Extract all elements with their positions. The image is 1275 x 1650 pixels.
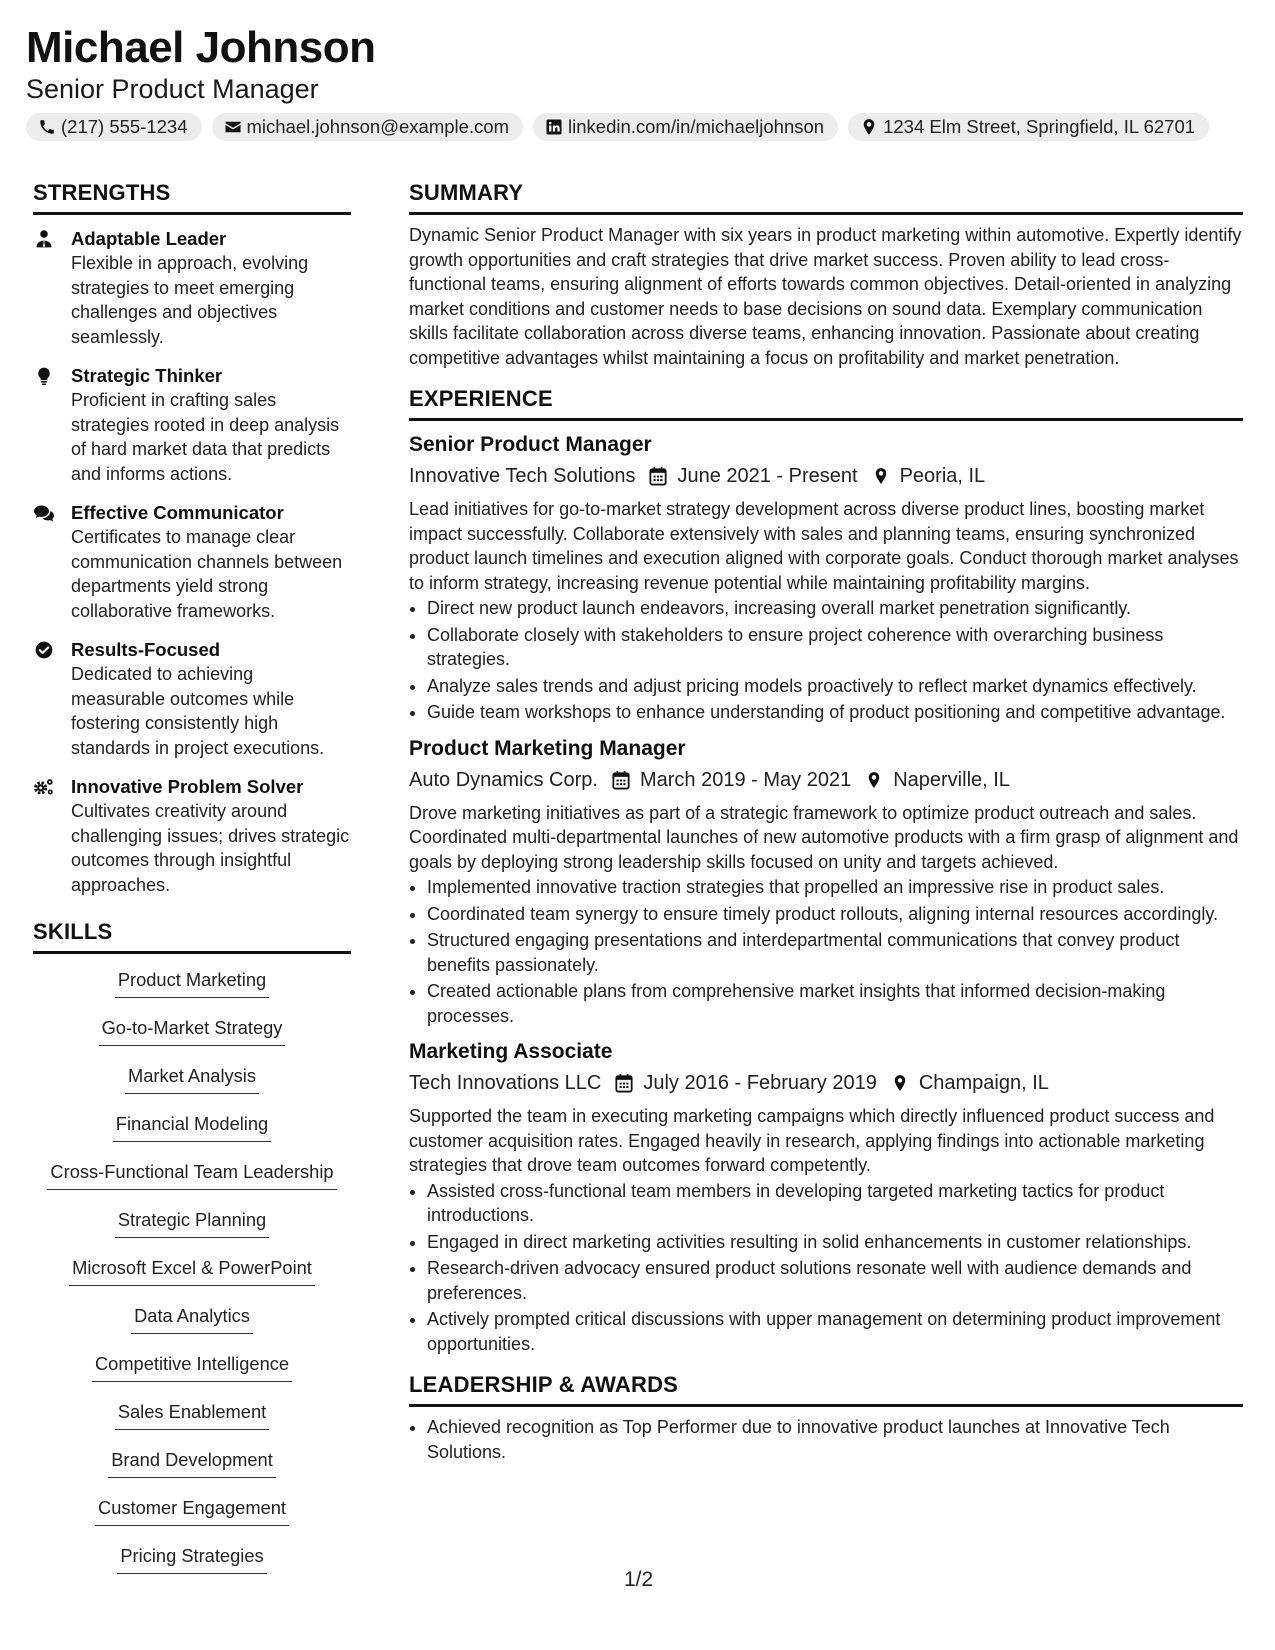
job-title: Product Marketing Manager <box>409 736 686 760</box>
strength-title: Innovative Problem Solver <box>71 776 304 797</box>
contact-bar <box>26 113 1209 141</box>
job-dates: July 2016 - February 2019 <box>643 1072 877 1094</box>
job-bullet: • Implemented innovative traction strategies that propelled an impressive rise in product sales. <box>427 875 1243 900</box>
summary-divider <box>409 212 1243 215</box>
job-entry <box>409 1038 1243 1356</box>
job-bullet: • Coordinated team synergy to ensure timely product rollouts, aligning internal resources accordingly. <box>427 902 1243 927</box>
skills-heading: SKILLS <box>33 919 113 944</box>
contact-phone[interactable] <box>26 113 202 141</box>
skill-tag: Pricing Strategies <box>117 1544 266 1574</box>
strength-item <box>33 501 351 623</box>
skills-section <box>33 917 351 1592</box>
map-pin-icon <box>865 770 883 790</box>
job-meta <box>409 765 1243 795</box>
strength-item <box>33 364 351 486</box>
envelope-icon <box>224 118 242 136</box>
leadership-heading: LEADERSHIP & AWARDS <box>409 1372 679 1397</box>
experience-heading: EXPERIENCE <box>409 386 553 411</box>
comments-icon <box>33 503 55 523</box>
gears-icon <box>33 777 55 797</box>
job-bullet: • Direct new product launch endeavors, increasing overall market penetration significantly. <box>427 596 1243 621</box>
strength-description: Cultivates creativity around challenging issues; drives strategic outcomes through insightful approaches. <box>71 801 350 895</box>
job-bullet: • Guide team workshops to enhance understanding of product positioning and competitive advantage. <box>427 700 1243 725</box>
contact-linkedin[interactable] <box>533 113 838 141</box>
phone-icon <box>38 118 56 136</box>
skills-divider <box>33 951 351 954</box>
job-bullets <box>409 596 1243 725</box>
leadership-bullets <box>409 1415 1243 1464</box>
job-location: Champaign, IL <box>918 1072 1049 1094</box>
skill-tag: Data Analytics <box>131 1304 253 1334</box>
skill-tag: Financial Modeling <box>113 1112 271 1142</box>
job-dates: June 2021 - Present <box>677 465 858 487</box>
candidate-name: Michael Johnson <box>26 23 376 72</box>
experience-divider <box>409 418 1243 421</box>
summary-section <box>409 178 1243 370</box>
strength-title: Results-Focused <box>71 639 221 660</box>
job-company: Auto Dynamics Corp. <box>409 768 598 791</box>
job-bullet: • Created actionable plans from comprehensive market insights that informed decision-making processes. <box>427 979 1243 1028</box>
right-column <box>409 178 1243 1466</box>
job-entry <box>409 735 1243 1029</box>
job-company: Tech Innovations LLC <box>409 1072 602 1094</box>
lightbulb-icon <box>33 366 55 386</box>
skills-list <box>33 968 351 1592</box>
summary-heading: SUMMARY <box>409 180 524 205</box>
job-bullet: • Collaborate closely with stakeholders to ensure project coherence with overarching business strategies. <box>427 623 1243 672</box>
skill-tag: Product Marketing <box>115 968 269 998</box>
skill-tag: Microsoft Excel & PowerPoint <box>69 1256 315 1286</box>
job-bullet: • Actively prompted critical discussions with upper management on determining product improvement opportunities. <box>427 1307 1243 1356</box>
strength-item <box>33 775 351 897</box>
check-circle-icon <box>33 640 55 660</box>
contact-linkedin-text: linkedin.com/in/michaeljohnson <box>568 116 825 137</box>
user-tie-icon <box>33 229 55 249</box>
skill-tag: Customer Engagement <box>95 1496 289 1526</box>
left-column <box>33 178 351 1592</box>
job-location: Peoria, IL <box>899 465 986 487</box>
strength-description: Flexible in approach, evolving strategies to meet emerging challenges and objectives seamlessly. <box>71 253 309 347</box>
strengths-divider <box>33 212 351 215</box>
calendar-icon <box>615 1073 633 1093</box>
job-bullet: • Assisted cross-functional team members in developing targeted marketing tactics for product introductions. <box>427 1179 1243 1228</box>
job-entry <box>409 431 1243 725</box>
strength-description: Proficient in crafting sales strategies rooted in deep analysis of hard market data that predicts and informs actions. <box>71 390 340 484</box>
skill-tag: Strategic Planning <box>115 1208 269 1238</box>
strengths-heading: STRENGTHS <box>33 180 171 205</box>
strength-title: Strategic Thinker <box>71 365 223 386</box>
job-bullet: • Engaged in direct marketing activities resulting in solid enhancements in customer relationships. <box>427 1230 1243 1255</box>
candidate-title: Senior Product Manager <box>26 74 319 104</box>
strength-title: Effective Communicator <box>71 502 284 523</box>
job-title: Marketing Associate <box>409 1040 613 1063</box>
skill-tag: Brand Development <box>108 1448 276 1478</box>
job-description: Supported the team in executing marketing campaigns which directly influenced product success and customer acquisition rates. Engaged heavily in research, applying findings into actionable marketing strategies that drove team outcomes forward competently. <box>409 1106 1215 1175</box>
experience-section <box>409 384 1243 1356</box>
map-pin-icon <box>860 118 878 136</box>
map-pin-icon <box>891 1073 909 1093</box>
map-pin-icon <box>872 466 890 486</box>
job-description: Lead initiatives for go-to-market strategy development across diverse product lines, boosting market impact successfully. Collaborate extensively with sales and planning teams, ensuring synchronized product launch timelines and execution aligned with corporate goals. Conduct thorough market analyses to inform strategy, increasing revenue potential while maintaining profitability margins. <box>409 499 1239 593</box>
summary-text: Dynamic Senior Product Manager with six years in product marketing within automotive. Expertly identify growth opportunities and craft strategies that drive market success. Proven ability to lead cross-functional teams, ensuring alignment of efforts towards common objectives. Detail-oriented in analyzing market conditions and customer needs to base decisions on sound data. Exemplary communication skills facilitate collaboration across diverse teams, enhancing innovation. Passionate about creating competitive advantages whilst maintaining a focus on profitability and market penetration. <box>409 225 1242 368</box>
skill-tag: Go-to-Market Strategy <box>99 1016 286 1046</box>
job-bullets <box>409 1179 1243 1357</box>
job-meta <box>409 461 1243 491</box>
contact-address-text: 1234 Elm Street, Springfield, IL 62701 <box>883 116 1196 137</box>
job-meta <box>409 1068 1243 1098</box>
skill-tag: Cross-Functional Team Leadership <box>47 1160 336 1190</box>
leadership-bullet: • Achieved recognition as Top Performer due to innovative product launches at Innovative Tech Solutions. <box>427 1415 1243 1464</box>
job-dates: March 2019 - May 2021 <box>639 768 852 791</box>
job-company: Innovative Tech Solutions <box>409 465 636 487</box>
strength-title: Adaptable Leader <box>71 228 227 249</box>
strength-description: Certificates to manage clear communication channels between departments yield strong collaborative frameworks. <box>71 527 343 621</box>
contact-phone-text: (217) 555-1234 <box>61 116 188 137</box>
job-bullet: • Research-driven advocacy ensured product solutions resonate well with audience demands and preferences. <box>427 1256 1243 1305</box>
leadership-section <box>409 1370 1243 1464</box>
job-description: Drove marketing initiatives as part of a strategic framework to optimize product outreach and sales. Coordinated multi-departmental launches of new automotive products with a firm grasp of alignment and goals by deploying strong leadership skills focused on unity and targets achieved. <box>409 802 1239 872</box>
skill-tag: Sales Enablement <box>115 1400 269 1430</box>
skill-tag: Competitive Intelligence <box>92 1352 292 1382</box>
contact-email-text: michael.johnson@example.com <box>246 116 510 137</box>
contact-address[interactable] <box>848 113 1209 141</box>
contact-email[interactable] <box>212 113 524 141</box>
strengths-section <box>33 178 351 897</box>
job-location: Naperville, IL <box>893 768 1010 791</box>
job-bullet: • Analyze sales trends and adjust pricing models proactively to reflect market dynamics effectively. <box>427 674 1243 699</box>
skill-tag: Market Analysis <box>125 1064 259 1094</box>
calendar-icon <box>612 770 630 790</box>
linkedin-icon <box>545 118 563 136</box>
calendar-icon <box>649 466 667 486</box>
strength-description: Dedicated to achieving measurable outcomes while fostering consistently high standards in project executions. <box>71 664 325 758</box>
job-bullet: • Structured engaging presentations and interdepartmental communications that convey product benefits passionately. <box>427 928 1243 977</box>
job-bullets <box>409 875 1243 1028</box>
strength-item <box>33 638 351 760</box>
job-title: Senior Product Manager <box>409 433 652 456</box>
page-number: 1/2 <box>624 1568 654 1591</box>
strength-item <box>33 227 351 349</box>
leadership-divider <box>409 1404 1243 1407</box>
